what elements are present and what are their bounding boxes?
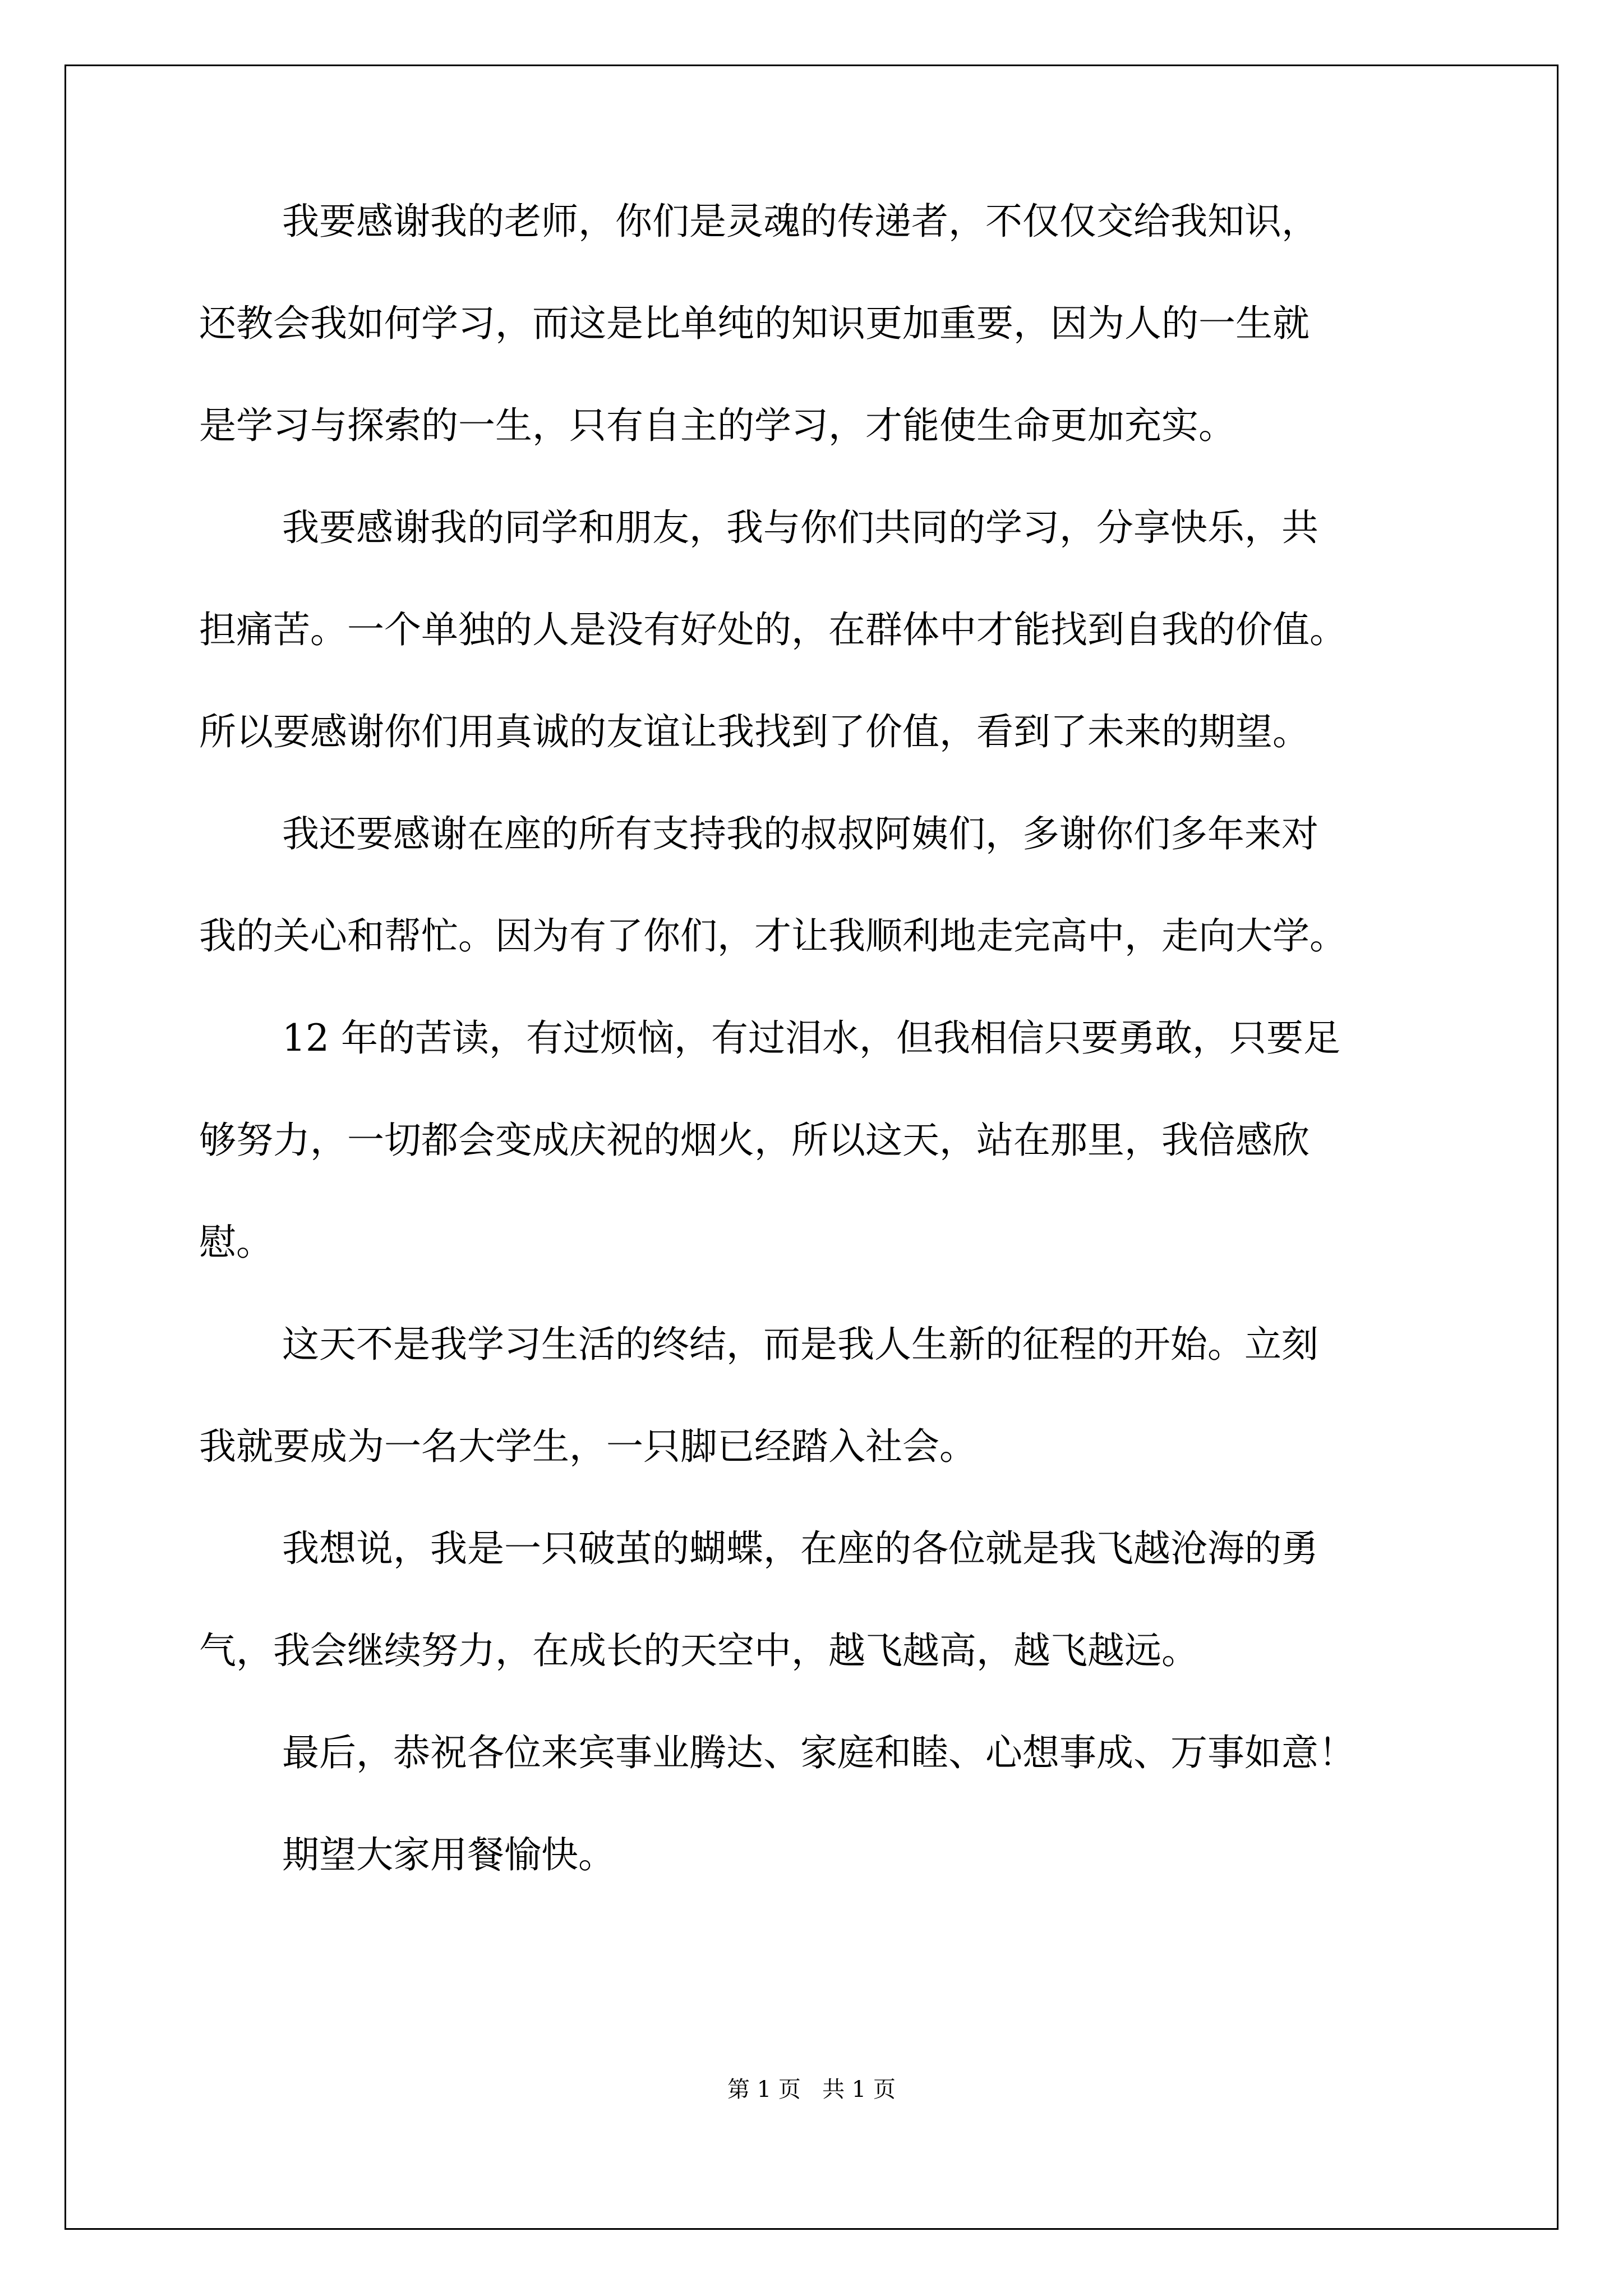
paragraph-line: 我要感谢我的同学和朋友，我与你们共同的学习，分享快乐，共 [282,506,1318,549]
paragraph-line: 慰。 [199,1221,273,1264]
paragraph-line: 我就要成为一名大学生，一只脚已经踏入社会。 [199,1425,976,1468]
paragraph-line: 这天不是我学习生活的终结，而是我人生新的征程的开始。立刻 [282,1323,1318,1366]
paragraph-line: 我的关心和帮忙。因为有了你们，才让我顺利地走完高中，走向大学。 [199,914,1347,958]
paragraph-line: 12 年的苦读，有过烦恼，有过泪水，但我相信只要勇敢，只要足 [282,1016,1340,1060]
paragraph-line: 够努力，一切都会变成庆祝的烟火，所以这天，站在那里，我倍感欣 [199,1119,1310,1162]
paragraph-line: 所以要感谢你们用真诚的友谊让我找到了价值，看到了未来的期望。 [199,710,1310,753]
paragraph-line: 最后，恭祝各位来宾事业腾达、家庭和睦、心想事成、万事如意！ [282,1731,1355,1774]
paragraph-line: 我还要感谢在座的所有支持我的叔叔阿姨们，多谢你们多年来对 [282,812,1318,855]
paragraph-line: 是学习与探索的一生，只有自主的学习，才能使生命更加充实。 [199,404,1235,447]
paragraph-line: 气，我会继续努力，在成长的天空中，越飞越高，越飞越远。 [199,1629,1198,1672]
paragraph-line: 我要感谢我的老师，你们是灵魂的传递者，不仅仅交给我知识， [282,200,1318,243]
paragraph-line: 担痛苦。一个单独的人是没有好处的，在群体中才能找到自我的价值。 [199,608,1347,651]
paragraph-line: 还教会我如何学习，而这是比单纯的知识更加重要，因为人的一生就 [199,302,1310,345]
page-number-footer: 第 1 页 共 1 页 [727,2077,896,2102]
paragraph-line: 我想说，我是一只破茧的蝴蝶，在座的各位就是我飞越沧海的勇 [282,1527,1318,1570]
paragraph-line: 期望大家用餐愉快。 [282,1833,615,1876]
